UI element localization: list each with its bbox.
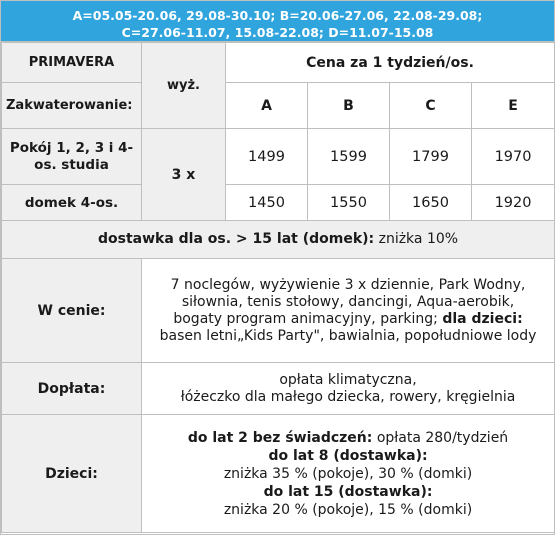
children-under-2: do lat 2 bez świadczeń: bbox=[187, 429, 373, 446]
surcharge-line-1: opłata klimatyczna, bbox=[279, 371, 417, 388]
children-discount-15: zniżka 20 % (pokoje), 15 % (domki) bbox=[223, 501, 473, 518]
season-label: PRIMAVERA bbox=[2, 43, 142, 83]
periods-header bbox=[1, 1, 554, 42]
extra-bed-bold: dostawka dla os. > 15 lat (domek): bbox=[97, 231, 375, 247]
column-header-e: E bbox=[472, 83, 555, 129]
price-cell: 1599 bbox=[308, 129, 390, 185]
price-cell: 1799 bbox=[390, 129, 472, 185]
children-line-1 bbox=[148, 429, 548, 447]
children-discount-8: zniżka 35 % (pokoje), 30 % (domki) bbox=[223, 465, 473, 482]
column-header-c: C bbox=[390, 83, 472, 129]
price-cell: 1650 bbox=[390, 185, 472, 221]
price-cell: 1499 bbox=[226, 129, 308, 185]
accommodation-label: Zakwaterowanie: bbox=[2, 83, 142, 129]
included-text-1: 7 noclegów, wyżywienie 3 x dziennie, Park Wodny, siłownia, tenis stołowy, dancingi, Aqua-aerobik, bogaty program animacyjny, parking; bbox=[170, 276, 526, 327]
column-header-a: A bbox=[226, 83, 308, 129]
price-table bbox=[1, 42, 555, 533]
price-cell: 1450 bbox=[226, 185, 308, 221]
room-type-label: Pokój 1, 2, 3 i 4-os. studia bbox=[2, 129, 142, 185]
price-cell: 1970 bbox=[472, 129, 555, 185]
column-header-b: B bbox=[308, 83, 390, 129]
children-under-8: do lat 8 (dostawka): bbox=[268, 447, 428, 464]
meals-header: wyż. bbox=[142, 43, 226, 129]
meal-count: 3 x bbox=[142, 129, 226, 221]
included-kids-label: dla dzieci: bbox=[442, 310, 523, 327]
periods-line-2: C=27.06-11.07, 15.08-22.08; D=11.07-15.08 bbox=[121, 25, 434, 40]
extra-bed-note bbox=[2, 221, 555, 259]
children-fee: opłata 280/tydzień bbox=[372, 429, 509, 446]
included-label: W cenie: bbox=[2, 259, 142, 363]
surcharge-line-2: łóżeczko dla małego dziecka, rowery, kręgielnia bbox=[180, 388, 516, 405]
periods-line-1: A=05.05-20.06, 29.08-30.10; B=20.06-27.06, 22.08-29.08; bbox=[72, 8, 483, 23]
children-text bbox=[142, 415, 555, 533]
children-label: Dzieci: bbox=[2, 415, 142, 533]
surcharge-label: Dopłata: bbox=[2, 363, 142, 415]
price-title: Cena za 1 tydzień/os. bbox=[226, 43, 555, 83]
extra-bed-discount: zniżka 10% bbox=[374, 231, 459, 247]
surcharge-text bbox=[142, 363, 555, 415]
price-cell: 1920 bbox=[472, 185, 555, 221]
children-under-15: do lat 15 (dostawka): bbox=[263, 483, 433, 500]
price-cell: 1550 bbox=[308, 185, 390, 221]
room-type-label: domek 4-os. bbox=[2, 185, 142, 221]
included-text bbox=[142, 259, 555, 363]
included-text-2: basen letni„Kids Party", bawialnia, popołudniowe lody bbox=[159, 327, 537, 344]
